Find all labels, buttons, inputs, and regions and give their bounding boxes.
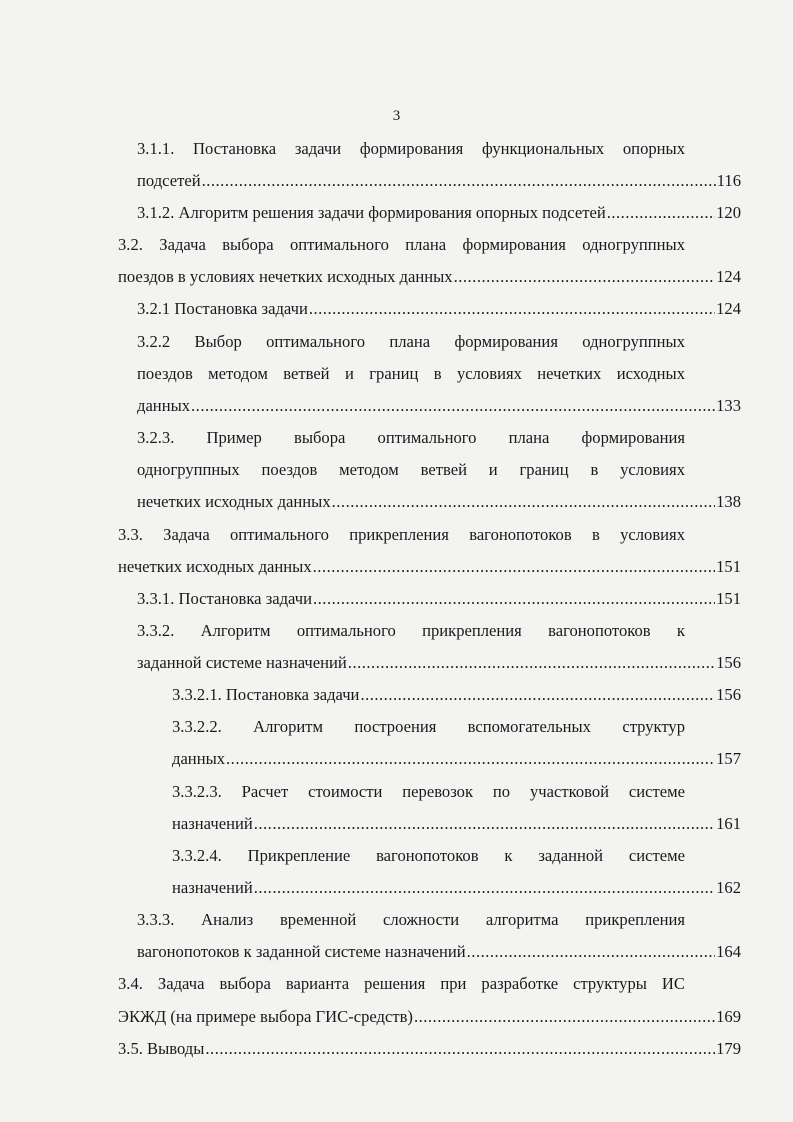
toc-entry-3-4 xyxy=(118,1004,741,1030)
toc-entry-text: заданной системе назначений xyxy=(137,653,347,672)
toc-entry-3-1-1-line1: 3.1.1. Постановка задачи формирования функциональных опорных xyxy=(137,139,685,158)
dot-leader xyxy=(313,586,715,612)
dot-leader xyxy=(313,554,715,580)
toc-entry-text: 3.3.1. Постановка задачи xyxy=(137,589,312,608)
toc-page-number: 169 xyxy=(716,1007,741,1026)
toc-entry-text: поездов в условиях нечетких исходных данных xyxy=(118,267,453,286)
toc-entry-text: 3.5. Выводы xyxy=(118,1039,205,1058)
toc-page-number: 138 xyxy=(716,492,741,511)
toc-entry-3-1-1 xyxy=(137,168,741,194)
toc-entry-text: вагонопотоков к заданной системе назначений xyxy=(137,942,466,961)
toc-entry-3-3-1 xyxy=(137,586,741,612)
toc-page-number: 151 xyxy=(716,557,741,576)
dot-leader xyxy=(191,393,715,419)
toc-entry-3-1-2 xyxy=(137,200,741,226)
toc-entry-3-4-line1: 3.4. Задача выбора варианта решения при разработке структуры ИС xyxy=(118,974,685,993)
dot-leader xyxy=(414,1004,715,1030)
toc-entry-text: назначений xyxy=(172,814,253,833)
toc-entry-3-2-1 xyxy=(137,296,741,322)
toc-page-number: 120 xyxy=(716,203,741,222)
toc-page-number: 151 xyxy=(716,589,741,608)
toc-page-number: 156 xyxy=(716,685,741,704)
dot-leader xyxy=(467,939,715,965)
toc-entry-3-3-2-3 xyxy=(172,811,741,837)
dot-leader xyxy=(226,746,715,772)
dot-leader xyxy=(607,200,715,226)
toc-page-number: 124 xyxy=(716,267,741,286)
toc-entry-3-2-2-line2: поездов методом ветвей и границ в условиях нечетких исходных xyxy=(137,364,685,383)
toc-page-number: 133 xyxy=(716,396,741,415)
toc-entry-text: нечетких исходных данных xyxy=(118,557,312,576)
toc-entry-3-2-2-line1: 3.2.2 Выбор оптимального плана формирования одногруппных xyxy=(137,332,685,351)
toc-page-number: 161 xyxy=(716,814,741,833)
toc-entry-3-2-3-line1: 3.2.3. Пример выбора оптимального плана формирования xyxy=(137,428,685,447)
toc-entry-3-2-line1: 3.2. Задача выбора оптимального плана формирования одногруппных xyxy=(118,235,685,254)
toc-page-number: 116 xyxy=(716,171,741,190)
toc-entry-3-2-3-line2: одногруппных поездов методом ветвей и границ в условиях xyxy=(137,460,685,479)
toc-entry-3-3-2-line1: 3.3.2. Алгоритм оптимального прикрепления вагонопотоков к xyxy=(137,621,685,640)
toc-entry-3-3-2 xyxy=(137,650,741,676)
toc-entry-3-3-2-4 xyxy=(172,875,741,901)
dot-leader xyxy=(454,264,716,290)
toc-entry-3-5 xyxy=(118,1036,741,1062)
toc-entry-text: данных xyxy=(172,749,226,768)
toc-entry-text: 3.2.1 Постановка задачи xyxy=(137,299,308,318)
toc-entry-3-2-3 xyxy=(137,489,741,515)
toc-page-number: 157 xyxy=(716,749,741,768)
page-number: 3 xyxy=(392,108,401,124)
toc-entry-text: 3.3.2.1. Постановка задачи xyxy=(172,685,360,704)
toc-page-number: 179 xyxy=(716,1039,741,1058)
toc-entry-3-3-3-line1: 3.3.3. Анализ временной сложности алгоритма прикрепления xyxy=(137,910,685,929)
toc-entry-text: назначений xyxy=(172,878,253,897)
toc-entry-text: ЭКЖД (на примере выбора ГИС-средств) xyxy=(118,1007,413,1026)
dot-leader xyxy=(332,489,715,515)
toc-entry-3-3-2-1 xyxy=(172,682,741,708)
dot-leader xyxy=(254,875,715,901)
toc-entry-3-2 xyxy=(118,264,741,290)
toc-entry-text: нечетких исходных данных xyxy=(137,492,331,511)
toc-page-number: 164 xyxy=(716,942,741,961)
toc-entry-text: подсетей xyxy=(137,171,201,190)
toc-entry-3-3-2-2-line1: 3.3.2.2. Алгоритм построения вспомогательных структур xyxy=(172,717,685,736)
toc-entry-text: 3.1.2. Алгоритм решения задачи формирования опорных подсетей xyxy=(137,203,606,222)
dot-leader xyxy=(205,1036,715,1062)
toc-entry-3-3 xyxy=(118,554,741,580)
toc-entry-3-2-2 xyxy=(137,393,741,419)
dot-leader xyxy=(254,811,715,837)
toc-entry-3-3-2-3-line1: 3.3.2.3. Расчет стоимости перевозок по участковой системе xyxy=(172,782,685,801)
toc-entry-3-3-3 xyxy=(137,939,741,965)
dot-leader xyxy=(360,682,715,708)
toc-entry-text: данных xyxy=(137,396,191,415)
dot-leader xyxy=(202,168,716,194)
dot-leader xyxy=(348,650,715,676)
toc-page-number: 162 xyxy=(716,878,741,897)
toc-page-number: 156 xyxy=(716,653,741,672)
toc-entry-3-3-2-2 xyxy=(172,746,741,772)
dot-leader xyxy=(309,296,715,322)
toc-entry-3-3-line1: 3.3. Задача оптимального прикрепления вагонопотоков в условиях xyxy=(118,525,685,544)
toc-page-number: 124 xyxy=(716,299,741,318)
toc-entry-3-3-2-4-line1: 3.3.2.4. Прикрепление вагонопотоков к заданной системе xyxy=(172,846,685,865)
